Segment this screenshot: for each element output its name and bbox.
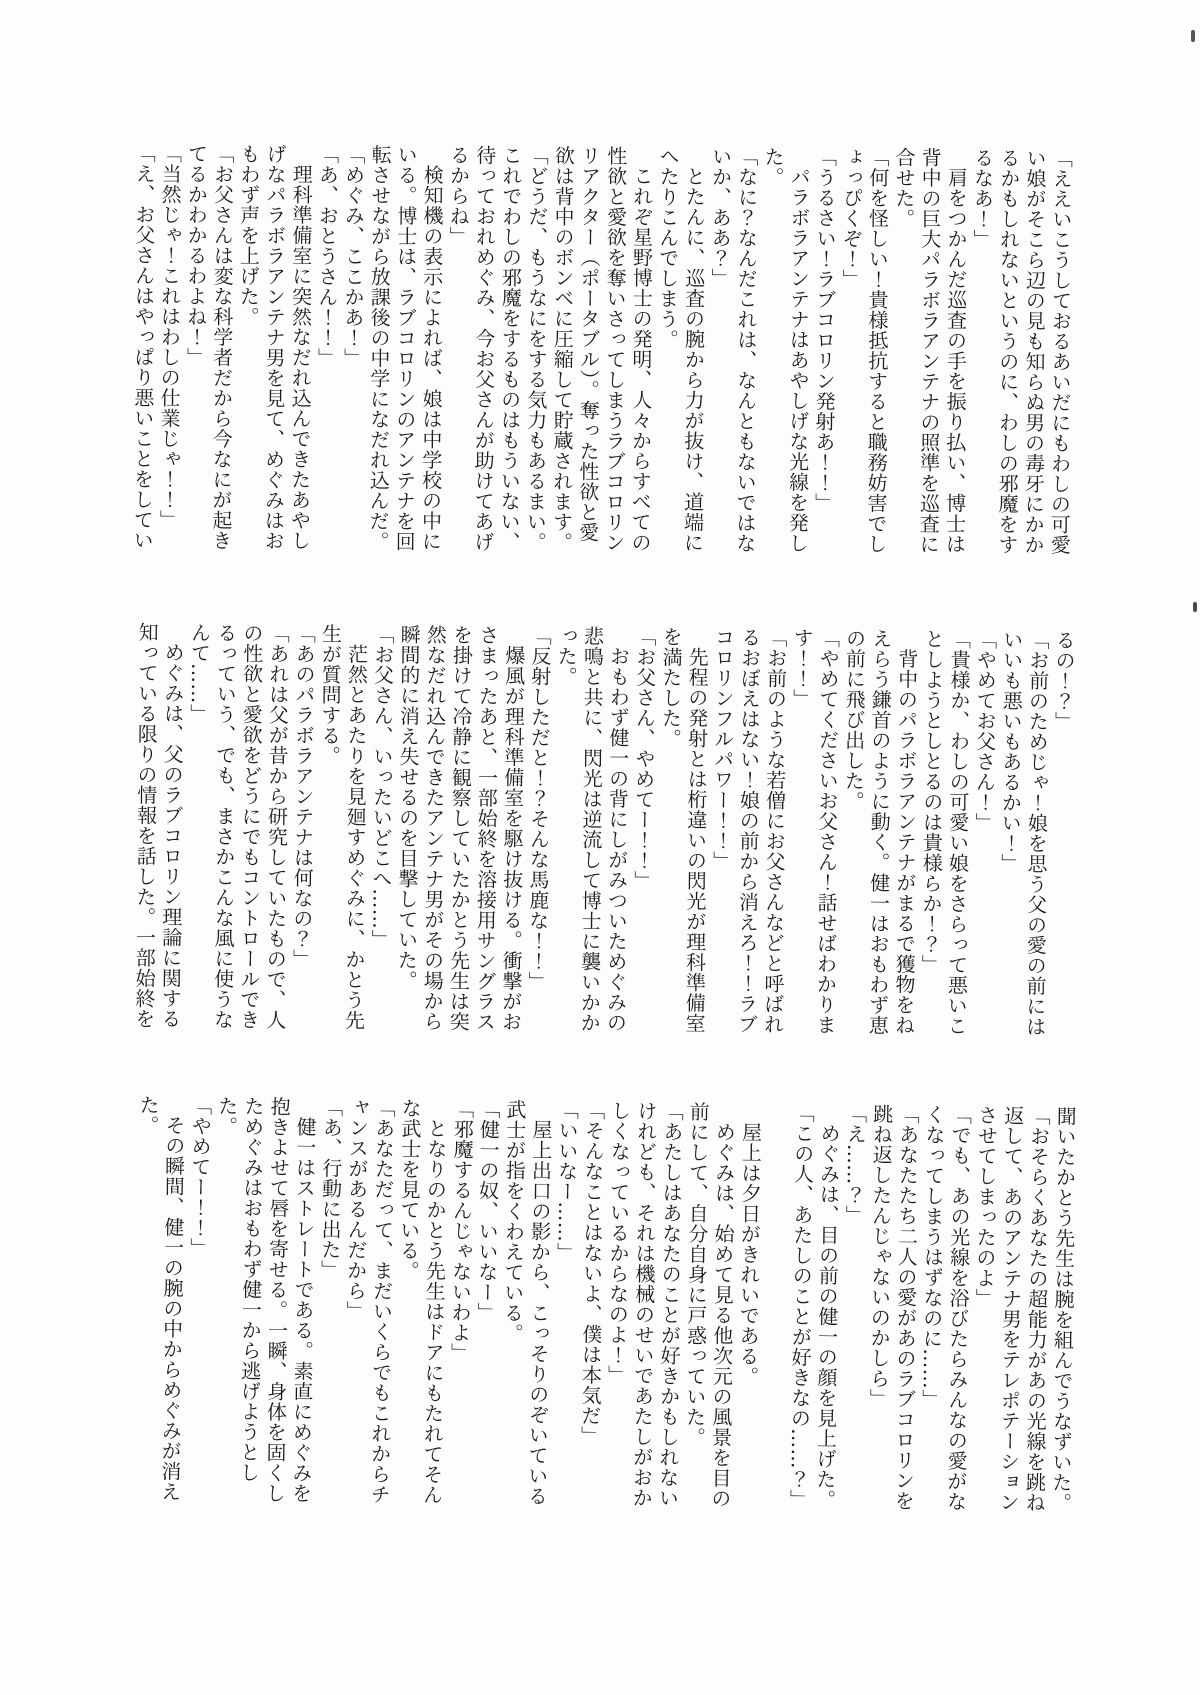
paragraph: 「あなただって、まだいくらでもこれからチャンスがあるんだから」 (342, 1097, 396, 1505)
scan-speck (1193, 602, 1197, 612)
paragraph: となりのかとう先生はドアにもたれてそんな武士を見ている。 (395, 1097, 448, 1505)
paragraph: 「でも、あの光線を浴びたらみんなの愛がなくなってしまうはずなのに……」 (918, 1104, 973, 1512)
paragraph: これぞ星野博士の発明、人々からすべての性欲と愛欲を奪いさってしまうラブコロリンリアクター（ポータブル）。奪った性欲と愛欲は背中のボンベに圧縮して貯蔵されます。 (549, 145, 654, 553)
paragraph: とたんに、巡査の腕から力が抜け、道端にへたりこんでしまう。 (654, 145, 707, 553)
paragraph: 「おそらくあなたの超能力があの光線を跳ね返して、あのアンテナ男をテレポテーションさせてしまったのよ」 (971, 1104, 1051, 1513)
paragraph: 「あ、おとうさん！！」 (314, 144, 340, 369)
paragraph: 「あれは父が昔から研究していたもので、人の性欲と愛欲をどうにでもコントロールできるっていう、でも、まさかこんな風に使うなんて……」 (186, 622, 290, 1031)
paragraph: 茫然とあたりを見廻すめぐみに、かとう先生が質問する。 (317, 623, 369, 1031)
scan-speck (1191, 30, 1195, 42)
paragraph: 「うるさい！ラブコロリン発射あ！！」 (811, 146, 838, 514)
paragraph: 「いいなー……」 (553, 1099, 580, 1263)
paragraph: 屋上出口の影から、こっそりのぞいている武士が指をくわえている。 (499, 1098, 553, 1507)
paragraph: 「邪魔するんじゃないわよ」 (447, 1098, 475, 1364)
paragraph: 「健一の奴、いいなー」 (473, 1098, 501, 1323)
paragraph: 「なに？なんだこれは、なんともないではないか、ああ？」 (707, 146, 759, 554)
paragraph: 「何を怪しい！貴様抵抗すると職務妨害でしょっぴくぞ！」 (838, 146, 890, 555)
paragraph: 肩をつかんだ巡査の手を振り払い、博士は背中の巨大パラボラアンテナの照準を巡査に合せた。 (891, 147, 969, 555)
paragraph: 「え……？」 (841, 1103, 868, 1226)
paragraph: 「お前のような若僧にお父さんなどと呼ばれるおぼえはない！娘の前から消えろ！！ラブコロリンフルパワー！！」 (709, 626, 788, 1035)
paragraph: 「この人、あたしのことが好きなの……？」 (786, 1102, 815, 1510)
paragraph: 「やめてくださいお父さん！話せばわかります！！」 (789, 627, 841, 1035)
paragraph: 「やめてー！！」 (186, 1095, 213, 1259)
paragraph: 理科準備室に突然なだれ込んできたあやしげなパラボラアンテナ男を見て、めぐみはおもわず声を上げた。 (235, 143, 314, 551)
paragraph: 「反射しただと！？そんな馬鹿な！！」 (524, 625, 552, 992)
paragraph: 爆風が理科準備室を駆け抜ける。衝撃がおさまったあと、一部始終を溶接用サングラスを掛けて冷静に観察していたかとう先生は突然なだれ込んできたアンテナ男がその場から瞬間的に消え失せるのを目撃していた。 (393, 624, 526, 1032)
paragraph: 「ええいこうしておるあいだにもわしの可愛い娘がそこら辺の見も知らぬ男の毒牙にかかるかもしれないというのに、わしの邪魔をするなあ！」 (969, 147, 1073, 555)
paragraph: めぐみは、始めて見る他次元の風景を目の前にして、自分自身に戸惑っていた。 (681, 1101, 737, 1509)
paragraph: 「お父さんは変な科学者だから今なにが起きてるかわかるわよね！」 (183, 143, 235, 551)
paragraph: 「貴様か、わしの可愛い娘をさらって悪いことしようとしとるのは貴様らか！？」 (917, 628, 972, 1037)
paragraph: 「あのパラボラアンテナは何なの？」 (289, 623, 317, 970)
paragraph: パラボラアンテナはあやしげな光線を発した。 (760, 146, 811, 554)
paragraph: 検知機の表示によれば、娘は中学校の中にいる。博士は、ラブコロリンのアンテナを回転させながら放課後の中学になだれ込んだ。 (365, 144, 445, 552)
paragraph: 「やめてお父さん！」 (971, 629, 998, 833)
paragraph: 「え、お父さんはやっぱり悪いことをしてい (129, 143, 156, 551)
paragraph: めぐみは、目の前の健一の顔を見上げた。 (812, 1122, 841, 1510)
paragraph: 先程の発射とは桁違いの閃光が理科準備室を満たした。 (657, 626, 709, 1034)
paragraph: 「お前のためじゃ！娘を思う父の愛の前にはいいも悪いもあるかい！」 (997, 629, 1050, 1037)
text-block-bottom (130, 1094, 1078, 1517)
paragraph: 「あたしはあなたのことが好きかもしれないけれども、それは機械のせいであたしがおかしくなっているからなのよ！」 (604, 1100, 684, 1509)
paragraph: 「めぐみ、ここかあ！」 (340, 144, 366, 369)
paragraph: 健一はストレートである。素直にめぐみを抱きよせて唇を寄せる。一瞬、身体を固くしためぐみはおもわず健一から逃げようとした。 (214, 1095, 317, 1504)
paragraph: その瞬間、健一の腕の中からめぐみが消えた。 (135, 1094, 186, 1502)
paragraph: 「どうだ、もうなにをする気力もあるまい。これでわしの邪魔をするものはもういない、待っておれめぐみ、今お父さんが助けてあげるからね」 (445, 144, 549, 553)
text-block-top (129, 143, 1074, 558)
paragraph: めぐみは、父のラブコロリン理論に関する知っている限りの情報を話した。一部始終を (131, 621, 185, 1029)
paragraph: おもわず健一の背にしがみついためぐみの悲鳴と共に、閃光は逆流して博士に襲いかかった。 (553, 625, 631, 1033)
paragraph: 「あなたたち二人の愛があのラブコロリンを跳ね返したんじゃないのかしら」 (865, 1103, 920, 1512)
text-block-middle (130, 622, 1077, 1041)
paragraph: 聞いたかとう先生は腕を組んでうなずいた。 (1048, 1105, 1078, 1513)
paragraph: るの！？」 (1051, 629, 1076, 732)
paragraph: 「お父さん、やめてー！！」 (630, 626, 657, 891)
paragraph: 「お父さん、いったいどこへ……」 (367, 623, 395, 950)
paragraph: 屋上は夕日がきれいである。 (735, 1121, 763, 1387)
paragraph: 「当然じゃ！これはわしの仕業じゃ！！」 (156, 143, 183, 530)
paragraph: 「そんなことはないよ、僕は本気だ」 (577, 1099, 606, 1447)
paragraph: 「あ、行動に出た」 (317, 1096, 344, 1281)
paragraph: 背中のパラボラアンテナがまるで獲物をねえらう鎌首のように動く。健一はおもわず恵の前に飛び出した。 (840, 627, 919, 1036)
